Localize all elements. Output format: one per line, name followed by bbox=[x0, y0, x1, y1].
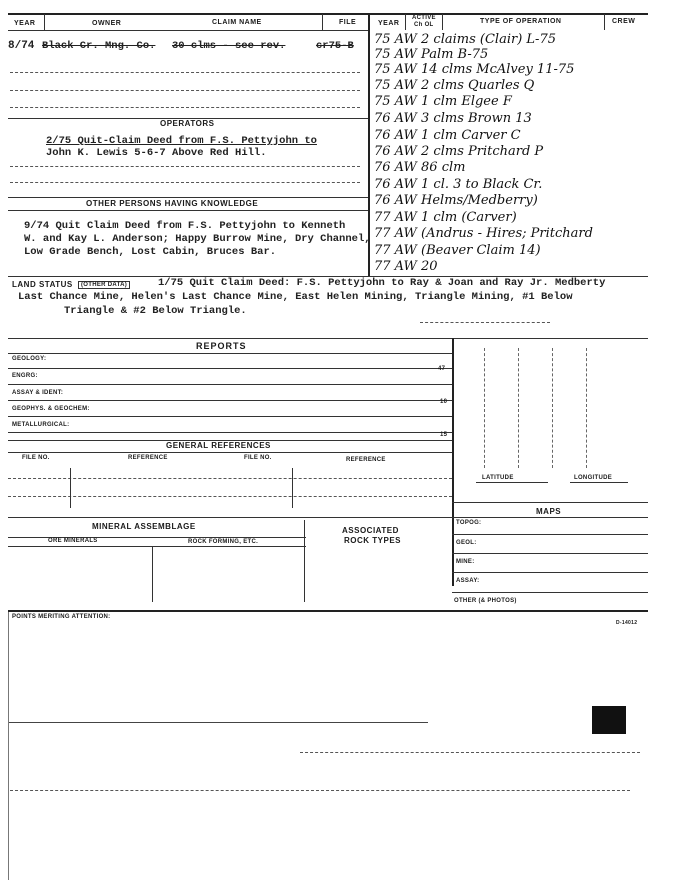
scan-black-mark bbox=[592, 706, 626, 734]
mineral-heading: MINERAL ASSEMBLAGE bbox=[92, 522, 196, 531]
claim-file: cr75-B bbox=[316, 40, 354, 52]
blank-line bbox=[10, 107, 360, 108]
reports-geophys: GEOPHYS. & GEOCHEM: bbox=[12, 406, 90, 412]
maps-assay: ASSAY: bbox=[456, 578, 480, 584]
activity-entry: 77 AW 20 bbox=[374, 259, 438, 274]
maps-row-line bbox=[452, 553, 648, 554]
header-year: YEAR bbox=[14, 20, 36, 27]
activity-entry: 75 AW Palm B-75 bbox=[374, 47, 489, 62]
header-crew: CREW bbox=[612, 18, 636, 25]
operators-line-2: John K. Lewis 5-6-7 Above Red Hill. bbox=[46, 147, 267, 159]
activity-entry: 76 AW 3 clms Brown 13 bbox=[374, 111, 532, 126]
reports-row-line bbox=[8, 384, 452, 385]
maps-rule bbox=[452, 502, 648, 503]
reports-geology: GEOLOGY: bbox=[12, 356, 47, 362]
divider bbox=[442, 14, 443, 30]
scan-left-edge bbox=[8, 612, 9, 880]
divider bbox=[70, 468, 71, 508]
other-persons-heading: OTHER PERSONS HAVING KNOWLEDGE bbox=[86, 199, 259, 208]
activity-entry: 75 AW 2 clms Quarles Q bbox=[374, 78, 535, 93]
reports-underline bbox=[8, 353, 452, 354]
header-claim-name: CLAIM NAME bbox=[212, 19, 262, 26]
divider bbox=[292, 468, 293, 508]
rock-types-label: ROCK TYPES bbox=[344, 536, 402, 545]
maps-heading: MAPS bbox=[536, 507, 562, 516]
header-owner: OWNER bbox=[92, 20, 122, 27]
activity-entry: 75 AW 2 claims (Clair) L-75 bbox=[374, 32, 556, 47]
latitude-rule bbox=[476, 482, 548, 483]
activity-entry: 76 AW Helms/Medberry) bbox=[374, 193, 538, 208]
right-panel-divider bbox=[452, 338, 454, 586]
land-status-line-3: Triangle & #2 Below Triangle. bbox=[64, 305, 247, 317]
reports-engrg: ENGRG: bbox=[12, 373, 38, 379]
divider bbox=[322, 14, 323, 30]
maps-topog: TOPOG: bbox=[456, 520, 482, 526]
form-number: D-14012 bbox=[616, 620, 638, 626]
blank-line bbox=[420, 322, 550, 323]
latitude-label: LATITUDE bbox=[482, 475, 514, 481]
header-file: FILE bbox=[339, 19, 357, 26]
scan-artifact-line bbox=[8, 722, 428, 723]
claim-name: 30 clms - see rev. bbox=[172, 40, 286, 52]
claim-year: 8/74 bbox=[8, 40, 35, 52]
reports-number-1: 47 bbox=[438, 366, 446, 372]
land-status-other-data: (OTHER DATA) bbox=[78, 281, 130, 289]
ore-minerals-label: ORE MINERALS bbox=[48, 538, 98, 544]
land-status-line-1: 1/75 Quit Claim Deed: F.S. Pettyjohn to Ray & Joan and Ray Jr. Medberty bbox=[158, 277, 606, 289]
mineral-rule bbox=[8, 517, 452, 518]
blank-line bbox=[10, 90, 360, 91]
blank-line bbox=[10, 72, 360, 73]
activity-entry: 76 AW 1 clm Carver C bbox=[374, 128, 521, 143]
operators-heading: OPERATORS bbox=[160, 119, 215, 128]
claim-owner: Black Cr. Mng. Co. bbox=[42, 40, 156, 52]
maps-row-line bbox=[452, 572, 648, 573]
blank-line bbox=[10, 166, 360, 167]
land-status-label: LAND STATUS bbox=[12, 280, 73, 289]
activity-entry: 75 AW 1 clm Elgee F bbox=[374, 94, 512, 109]
divider bbox=[518, 348, 519, 468]
activity-entry: 77 AW (Andrus - Hires; Pritchard bbox=[374, 226, 593, 241]
activity-entry: 77 AW (Beaver Claim 14) bbox=[374, 243, 541, 258]
reports-metallurgical: METALLURGICAL: bbox=[12, 422, 70, 428]
maps-mine: MINE: bbox=[456, 559, 475, 565]
longitude-rule bbox=[570, 482, 628, 483]
reports-heading: REPORTS bbox=[196, 341, 247, 351]
land-status-line-2: Last Chance Mine, Helen's Last Chance Mine, East Helen Mining, Triangle Mining, #1 Below bbox=[18, 291, 573, 303]
points-label: POINTS MERITING ATTENTION: bbox=[12, 614, 111, 620]
mineral-underline-2 bbox=[8, 546, 306, 547]
maps-row-line bbox=[452, 534, 648, 535]
gen-ref-reference: REFERENCE bbox=[128, 455, 168, 461]
top-border bbox=[8, 13, 648, 15]
divider bbox=[604, 14, 605, 30]
blank-line bbox=[8, 496, 452, 497]
general-references-heading: GENERAL REFERENCES bbox=[166, 441, 271, 450]
header-active: ACTIVE bbox=[412, 15, 436, 21]
general-references-underline bbox=[8, 452, 452, 453]
header-year-right: YEAR bbox=[378, 20, 400, 27]
activity-entry: 75 AW 14 clms McAlvey 11-75 bbox=[374, 62, 575, 77]
longitude-label: LONGITUDE bbox=[574, 475, 613, 481]
reports-rule bbox=[8, 338, 648, 339]
blank-line bbox=[10, 182, 360, 183]
reports-row-line bbox=[8, 416, 452, 417]
other-persons-line-2: W. and Kay L. Anderson; Happy Burrow Mine, Dry Channel, bbox=[24, 233, 371, 245]
gen-ref-reference-2: REFERENCE bbox=[346, 457, 386, 463]
scan-artifact-line bbox=[300, 752, 640, 753]
activity-entry: 76 AW 2 clms Pritchard P bbox=[374, 144, 544, 159]
divider bbox=[304, 520, 305, 602]
associated-label: ASSOCIATED bbox=[342, 526, 399, 535]
divider bbox=[405, 14, 406, 30]
divider bbox=[586, 348, 587, 468]
divider bbox=[152, 546, 153, 602]
other-persons-underline bbox=[8, 210, 368, 211]
reports-row-line bbox=[8, 368, 452, 369]
gen-ref-file-no-2: FILE NO. bbox=[244, 455, 272, 461]
maps-geol: GEOL: bbox=[456, 540, 477, 546]
scan-artifact-line bbox=[10, 790, 630, 791]
header-type-of-operation: TYPE OF OPERATION bbox=[480, 18, 562, 25]
activity-entry: 76 AW 86 clm bbox=[374, 160, 466, 175]
activity-entry: 77 AW 1 clm (Carver) bbox=[374, 210, 517, 225]
other-persons-line-1: 9/74 Quit Claim Deed from F.S. Pettyjohn to Kenneth bbox=[24, 220, 346, 232]
divider bbox=[552, 348, 553, 468]
reports-row-line bbox=[8, 432, 452, 433]
divider bbox=[484, 348, 485, 468]
divider bbox=[44, 14, 45, 30]
blank-line bbox=[8, 478, 452, 479]
points-rule bbox=[8, 610, 648, 612]
activity-entry: 76 AW 1 cl. 3 to Black Cr. bbox=[374, 177, 543, 192]
other-persons-line-3: Low Grade Bench, Lost Cabin, Bruces Bar. bbox=[24, 246, 277, 258]
maps-row-line bbox=[452, 592, 648, 593]
reports-assay: ASSAY & IDENT: bbox=[12, 390, 64, 396]
header-underline bbox=[8, 30, 368, 31]
reports-number-2: 10 bbox=[440, 399, 448, 405]
rock-forming-label: ROCK FORMING, ETC. bbox=[188, 539, 259, 545]
gen-ref-file-no: FILE NO. bbox=[22, 455, 50, 461]
other-persons-rule bbox=[8, 197, 368, 198]
maps-other: OTHER (& PHOTOS) bbox=[454, 598, 517, 604]
maps-underline bbox=[452, 517, 648, 518]
reports-number-3: 15 bbox=[440, 432, 448, 438]
header-ch-ol: Ch OL bbox=[414, 22, 434, 28]
operators-line-1-text: 2/75 Quit-Claim Deed from F.S. Pettyjohn to bbox=[46, 135, 317, 147]
reports-row-line bbox=[8, 400, 452, 401]
